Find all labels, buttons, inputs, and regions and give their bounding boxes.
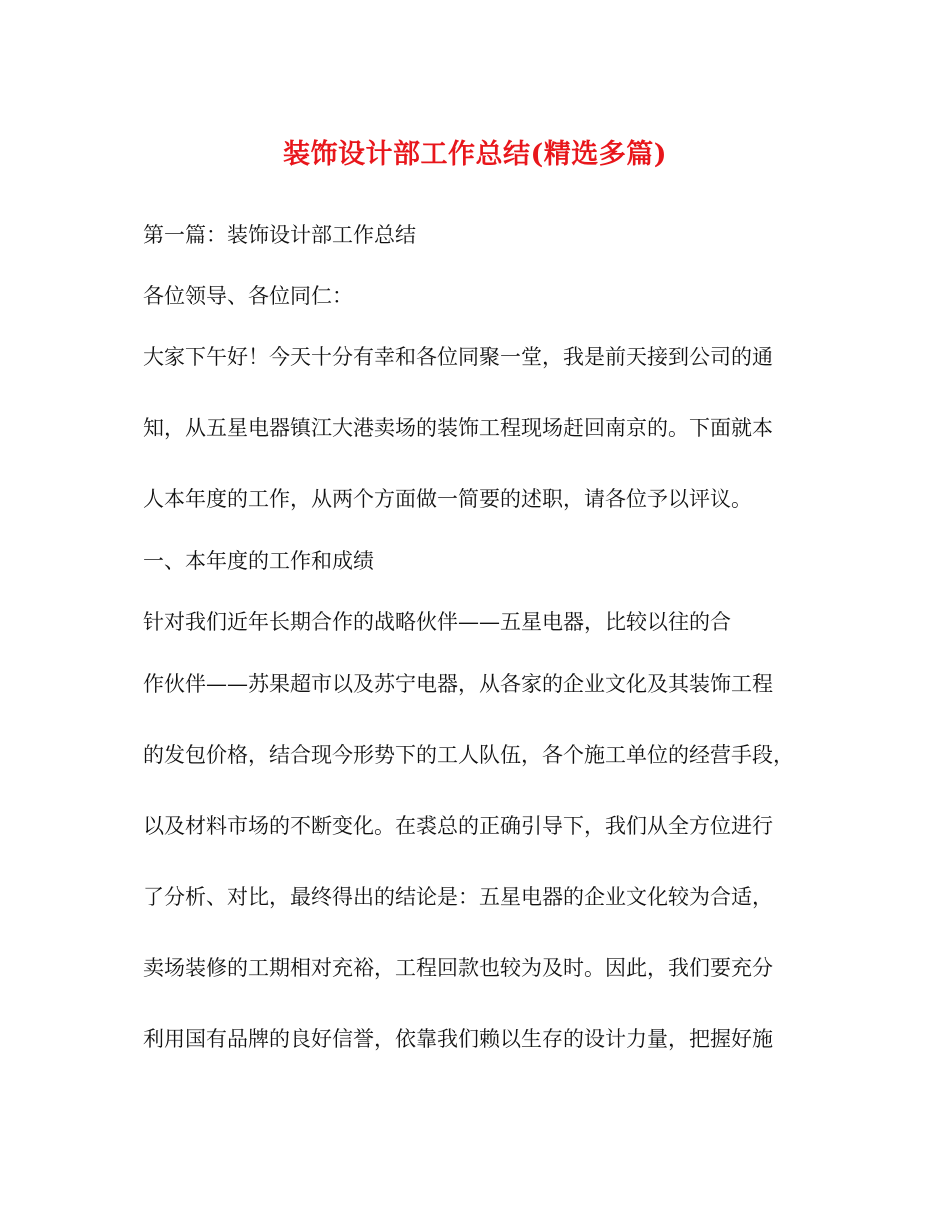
paragraph-line: 利用国有品牌的良好信誉，依靠我们赖以生存的设计力量，把握好施: [143, 1027, 773, 1051]
paragraph-line: 的发包价格，结合现今形势下的工人队伍，各个施工单位的经营手段，: [143, 743, 794, 767]
paragraph-line: 以及材料市场的不断变化。在裘总的正确引导下，我们从全方位进行: [143, 814, 773, 838]
salutation-line: 各位领导、各位同仁：: [143, 284, 353, 308]
paragraph-line: 人本年度的工作，从两个方面做一简要的述职，请各位予以评议。: [143, 487, 752, 511]
paragraph-line: 卖场装修的工期相对充裕，工程回款也较为及时。因此，我们要充分: [143, 956, 773, 980]
paragraph-line: 大家下午好！今天十分有幸和各位同聚一堂，我是前天接到公司的通: [143, 345, 773, 369]
paragraph-line: 了分析、对比，最终得出的结论是：五星电器的企业文化较为合适，: [143, 885, 773, 909]
paragraph-line: 作伙伴——苏果超市以及苏宁电器，从各家的企业文化及其装饰工程: [143, 672, 773, 696]
section-heading-part-one: 第一篇：装饰设计部工作总结: [143, 223, 416, 247]
paragraph-line: 知，从五星电器镇江大港卖场的装饰工程现场赶回南京的。下面就本: [143, 416, 773, 440]
paragraph-line: 针对我们近年长期合作的战略伙伴——五星电器，比较以往的合: [143, 610, 731, 634]
section-heading-achievements: 一、本年度的工作和成绩: [143, 549, 374, 573]
document-title: 装饰设计部工作总结(精选多篇): [282, 139, 668, 170]
